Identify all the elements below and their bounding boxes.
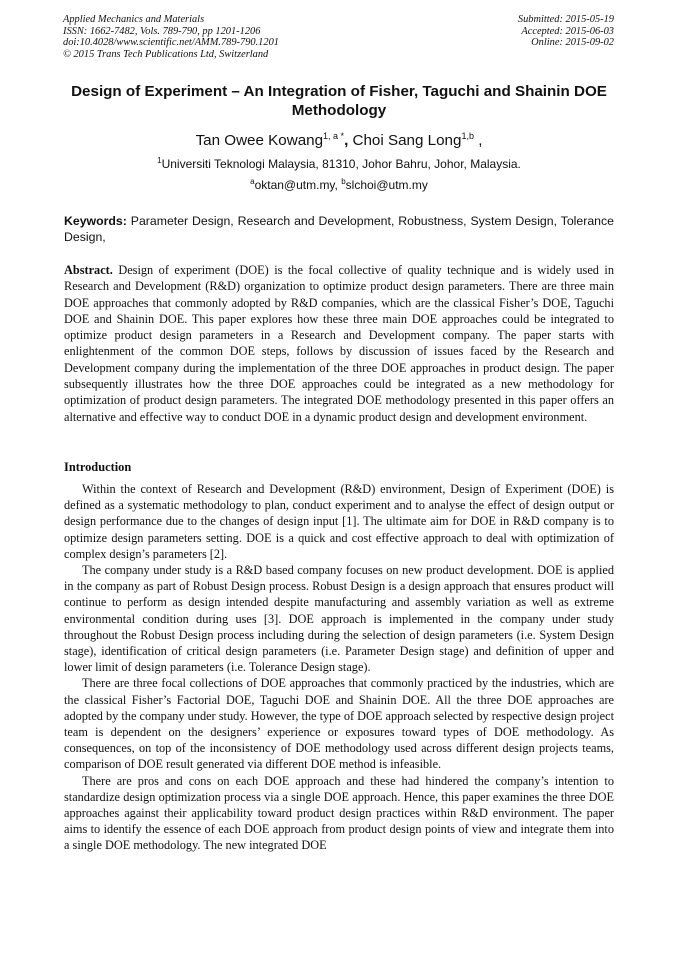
email-link[interactable]: oktan@utm.my,: [254, 178, 342, 192]
email-superscript: b: [341, 177, 346, 186]
author-line: [64, 131, 614, 150]
keywords-text: Parameter Design, Research and Development, Robustness, System Design, Tolerance Design,: [64, 214, 614, 244]
section-heading: Introduction: [64, 460, 132, 474]
author-name: Choi Sang Long: [352, 132, 462, 149]
paragraph: There are pros and cons on each DOE approach and these had hindered the company’s intention to standardize design optimization process via a single DOE approach. Hence, this paper examines the three DOE approaches against their applicability toward product design practices within R&D environment. The paper aims to identify the essence of each DOE approach from product design points of view and integrate them into a single DOE methodology. The new integrated DOE: [64, 773, 614, 853]
paper-title: Design of Experiment – An Integration of Fisher, Taguchi and Shainin DOE Methodology: [71, 83, 607, 119]
email-superscript: a: [250, 177, 255, 186]
abstract-text: Design of experiment (DOE) is the focal collective of quality technique and is widely used in Research and Development (R&D) organization to optimize product design parameters. There are three main DOE approaches that commonly adopted by R&D companies, which are the classical Fisher’s DOE, Taguchi DOE and Shainin DOE. This paper explores how these three main DOE approaches could be integrated to optimize product design parameters in a Research and Development company. The paper starts with enlightenment of the common DOE steps, follows by discussion of issues faced by the Research and Development company during the implementation of the three DOE approaches in product design. The paper subsequently illustrates how the three DOE approaches could be integrated as a new methodology for optimization of product design parameters. The integrated DOE methodology presented in this paper offers an alternative and effective way to conduct DOE in a dynamic product design and development environment.: [64, 263, 614, 424]
affiliation-text: Universiti Teknologi Malaysia, 81310, Johor Bahru, Johor, Malaysia.: [161, 157, 521, 171]
submitted-date: Submitted: 2015-05-19: [517, 14, 614, 25]
author-superscript: 1,b: [461, 131, 474, 141]
keywords-section: [64, 213, 614, 245]
journal-header-left: [63, 14, 393, 60]
doi-line: doi:10.4028/www.scientific.net/AMM.789-790.1201: [63, 37, 279, 49]
accepted-date: Accepted: 2015-06-03: [521, 25, 614, 37]
affiliation: [64, 157, 614, 172]
copyright-line: © 2015 Trans Tech Publications Ltd, Switzerland: [63, 48, 269, 60]
author-separator: ,: [344, 132, 353, 149]
author-emails: [64, 178, 614, 193]
author-trailing-comma: ,: [473, 132, 483, 149]
paragraph: The company under study is a R&D based company focuses on new product development. DOE is applied in the company as part of Robust Design process. Robust Design is a design approach that ensures product will continue to perform as design intended despite manufacturing and assembly variation as well as extreme environmental condition during uses [3]. DOE approach is implemented in the company under study throughout the Robust Design process including during the selection of design parameters (i.e. System Design stage), identification of critical design parameters (i.e. Parameter Design stage) and definition of upper and lower limit of design parameters (i.e. Tolerance Design stage).: [64, 563, 614, 675]
author-superscript: 1, a *: [323, 131, 345, 141]
journal-header-right: [354, 14, 614, 49]
affiliation-superscript: 1: [157, 156, 162, 165]
keywords-label: Keywords:: [64, 214, 127, 228]
email-link[interactable]: slchoi@utm.my: [345, 178, 428, 192]
journal-name: Applied Mechanics and Materials: [63, 14, 205, 25]
author-name: Tan Owee Kowang: [195, 132, 324, 149]
online-date: Online: 2015-09-02: [531, 37, 614, 49]
introduction-body: [64, 481, 614, 854]
paragraph: There are three focal collections of DOE approaches that commonly practiced by the industries, which are the classical Fisher’s Factorial DOE, Taguchi DOE and Shainin DOE. All the three DOE approaches are adopted by the company under study. However, the type of DOE approach selected by respective design project team is dependent on the designers’ experience or exposures toward types of DOE methodology. As consequences, on top of the inconsistency of DOE methodology used across different design projects teams, comparison of DOE result generated via different DOE method is infeasible.: [64, 676, 614, 772]
abstract-section: [64, 262, 614, 425]
paragraph: Within the context of Research and Development (R&D) environment, Design of Experiment (DOE) is defined as a systematic methodology to plan, conduct experiment and to analyse the effect of design output or design performance due to the changes of design input [1]. The ultimate aim for DOE in R&D company is to optimize design parameters setting. DOE is a quick and cost effective approach to deal with optimization of complex design’s parameters [2].: [64, 482, 614, 561]
issn-line: ISSN: 1662-7482, Vols. 789-790, pp 1201-1206: [63, 25, 261, 37]
abstract-label: Abstract.: [64, 263, 113, 277]
